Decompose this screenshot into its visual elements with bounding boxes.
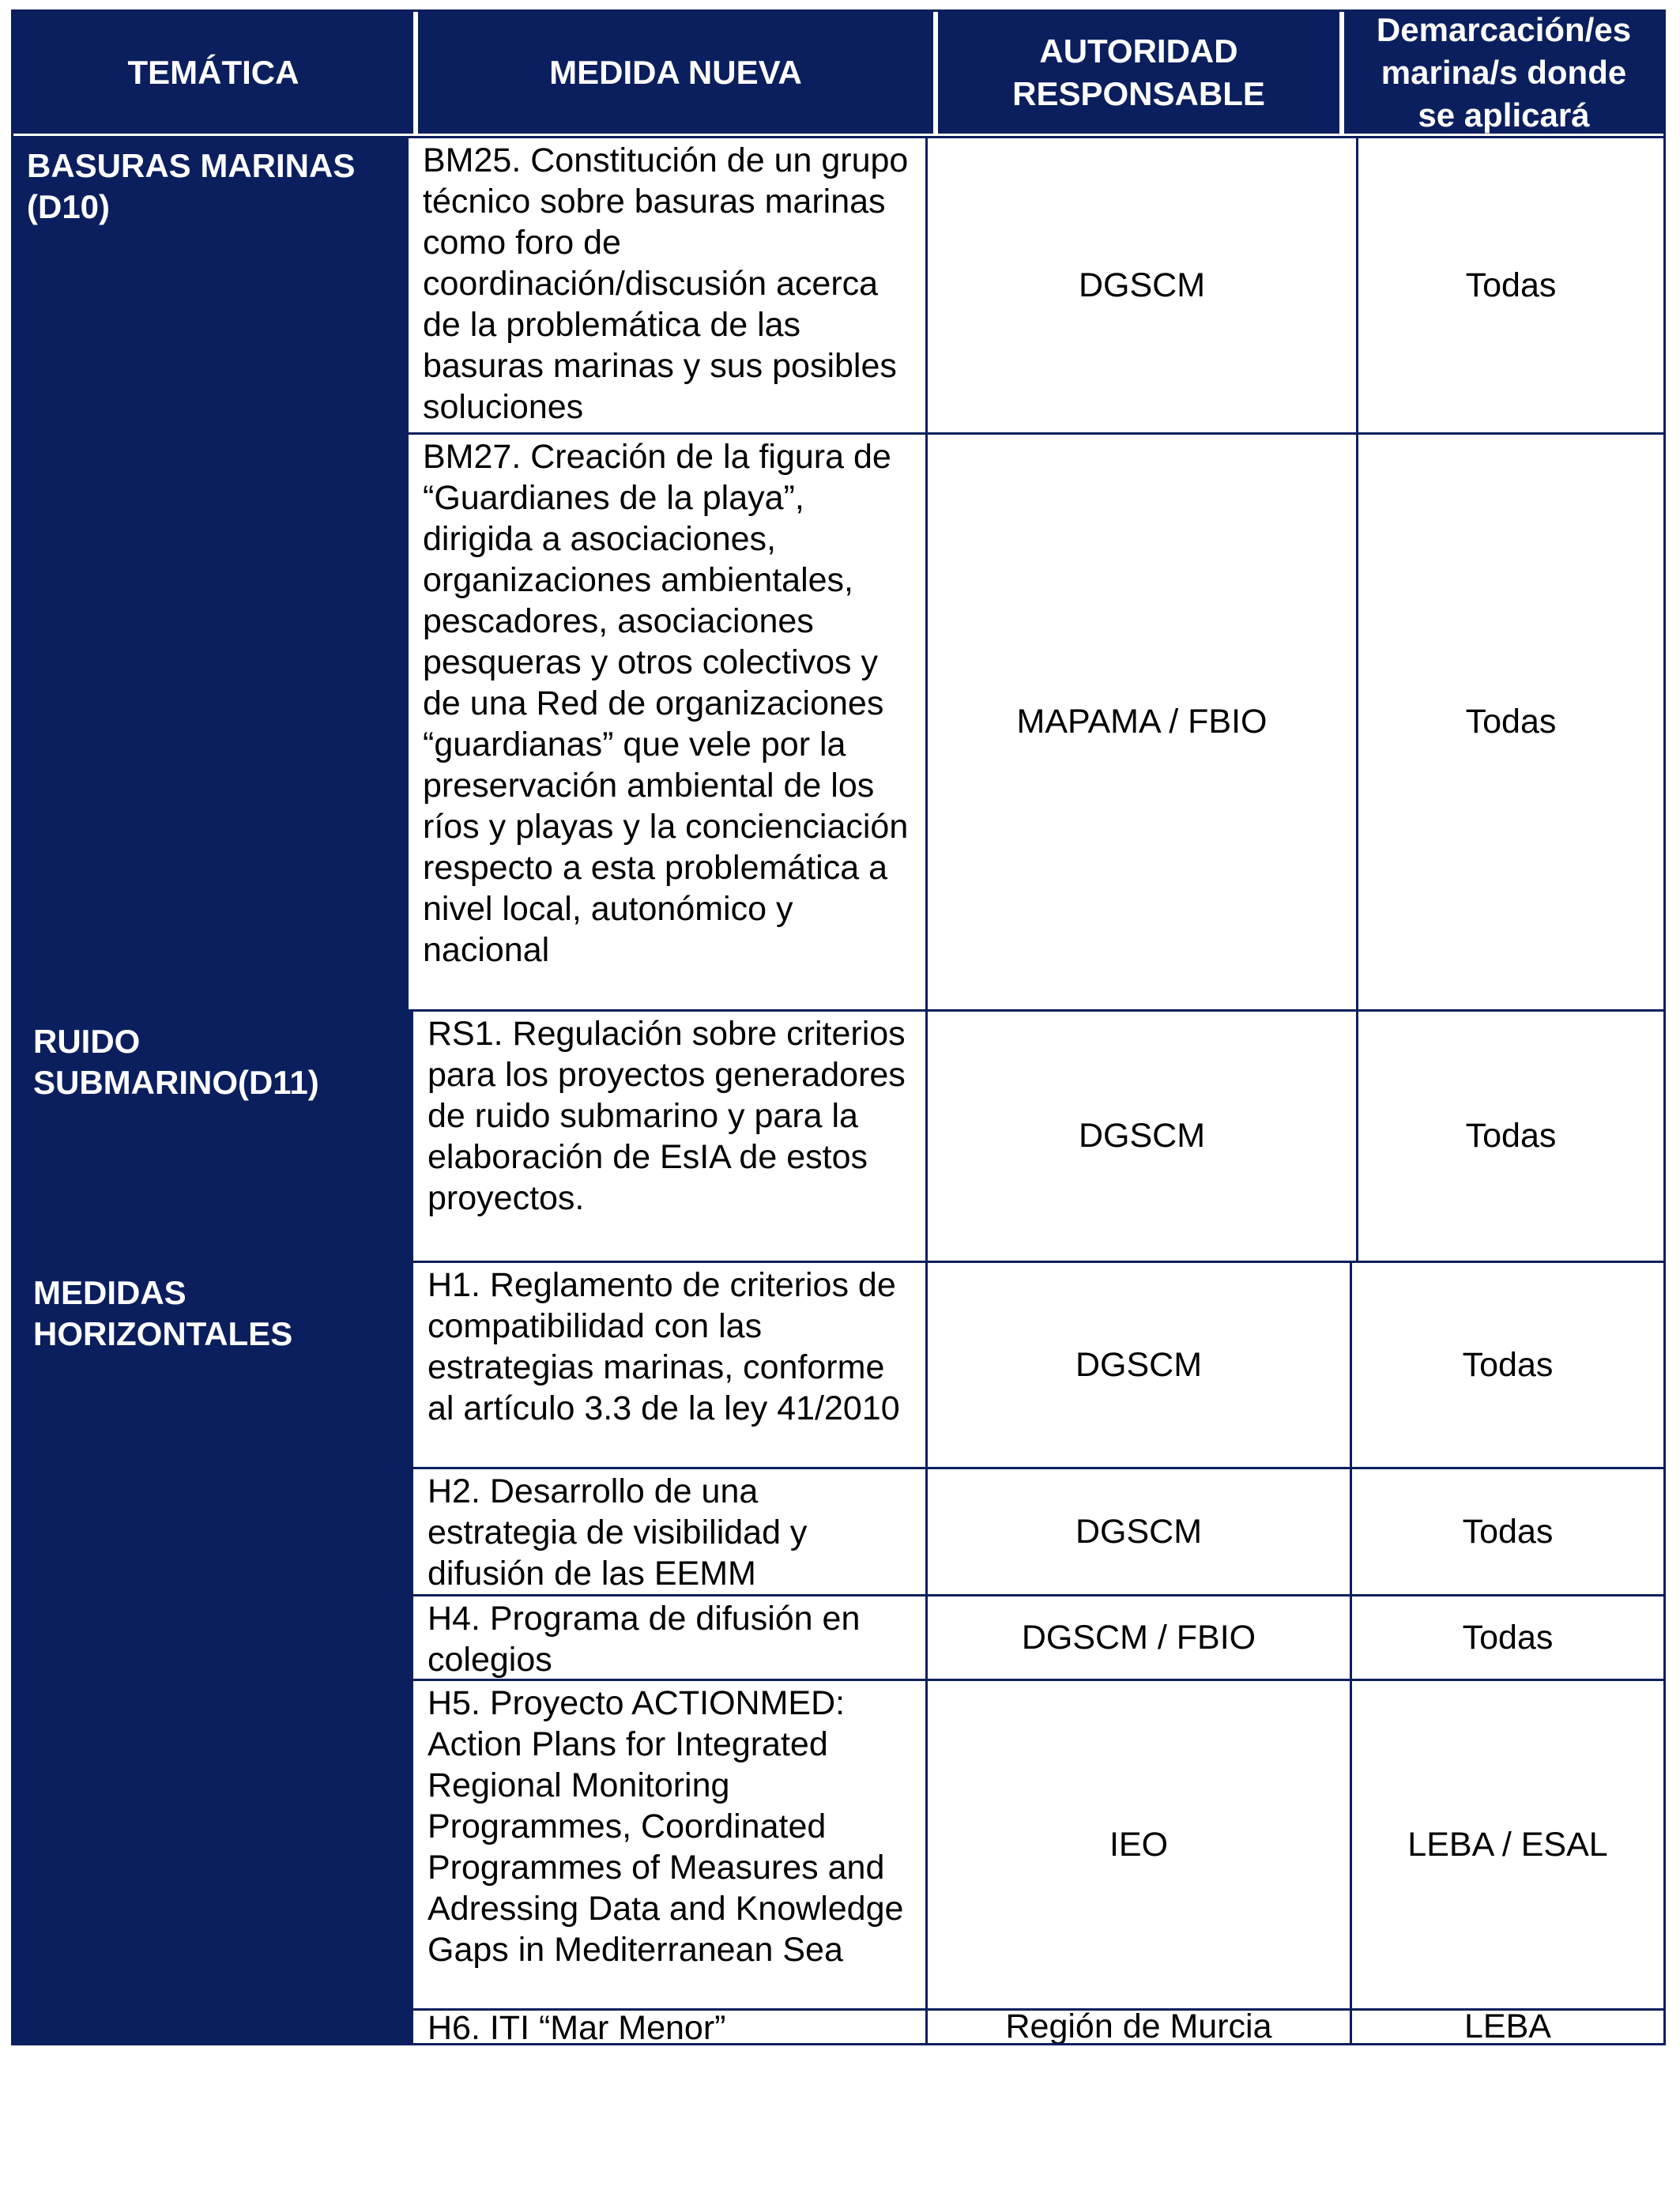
table-row-h6-medida: H6. ITI “Mar Menor” xyxy=(411,2008,928,2045)
theme-ruido-submarino: RUIDO SUBMARINO(D11) xyxy=(11,1012,411,1263)
table-row-rs1-demarcacion: Todas xyxy=(1356,1009,1666,1263)
table-grid xyxy=(11,9,1666,2045)
table-row-h2-autoridad: DGSCM xyxy=(925,1467,1352,1596)
table-row-bm27-medida: BM27. Creación de la figura de “Guardianes de la playa”, dirigida a asociaciones, organizaciones ambientales, pescadores, asociaciones pesqueras y otros colectivos y de una Red de organizaciones “guardianas” que vele por la preservación ambiental de los ríos y playas y la concienciación respecto a esta problemática a nivel local, autonómico y nacional xyxy=(406,432,928,1012)
header-tematica: TEMÁTICA xyxy=(11,9,416,136)
table-row-bm27-demarcacion: Todas xyxy=(1356,432,1666,1012)
table-row-h1-medida: H1. Reglamento de criterios de compatibilidad con las estrategias marinas, conforme al artículo 3.3 de la ley 41/2010 xyxy=(411,1261,928,1469)
table-row-h6-demarcacion: LEBA xyxy=(1350,2008,1666,2045)
table-row-h5-autoridad: IEO xyxy=(925,1679,1352,2011)
table-row-bm25-demarcacion: Todas xyxy=(1356,136,1666,435)
theme-medidas-horizontales: MEDIDAS HORIZONTALES xyxy=(11,1263,411,2045)
table-row-h1-autoridad: DGSCM xyxy=(925,1261,1352,1469)
measures-table xyxy=(11,9,1666,2045)
table-row-h4-autoridad: DGSCM / FBIO xyxy=(925,1594,1352,1681)
table-row-h5-demarcacion: LEBA / ESAL xyxy=(1350,1679,1666,2011)
header-demarcacion: Demarcación/es marina/s donde se aplicará xyxy=(1342,9,1666,136)
table-row-h2-demarcacion: Todas xyxy=(1350,1467,1666,1596)
table-row-h1-demarcacion: Todas xyxy=(1350,1261,1666,1469)
table-row-bm27-autoridad: MAPAMA / FBIO xyxy=(925,432,1358,1012)
table-row-h4-medida: H4. Programa de difusión en colegios xyxy=(411,1594,928,1681)
table-row-rs1-autoridad: DGSCM xyxy=(925,1009,1358,1263)
table-row-h6-autoridad: Región de Murcia xyxy=(925,2008,1352,2045)
table-row-rs1-medida: RS1. Regulación sobre criterios para los proyectos generadores de ruido submarino y para la elaboración de EsIA de estos proyectos. xyxy=(411,1009,928,1263)
table-row-bm25-autoridad: DGSCM xyxy=(925,136,1358,435)
theme-basuras-marinas: BASURAS MARINAS (D10) xyxy=(11,136,406,1012)
header-medida-nueva: MEDIDA NUEVA xyxy=(416,9,936,136)
table-row-h4-demarcacion: Todas xyxy=(1350,1594,1666,1681)
header-autoridad: AUTORIDAD RESPONSABLE xyxy=(936,9,1342,136)
table-row-bm25-medida: BM25. Constitución de un grupo técnico sobre basuras marinas como foro de coordinación/discusión acerca de la problemática de las basuras marinas y sus posibles soluciones xyxy=(406,136,928,435)
table-row-h5-medida: H5. Proyecto ACTIONMED: Action Plans for Integrated Regional Monitoring Programmes, Coordinated Programmes of Measures and Adressing Data and Knowledge Gaps in Mediterranean Sea xyxy=(411,1679,928,2011)
table-row-h2-medida: H2. Desarrollo de una estrategia de visibilidad y difusión de las EEMM xyxy=(411,1467,928,1596)
